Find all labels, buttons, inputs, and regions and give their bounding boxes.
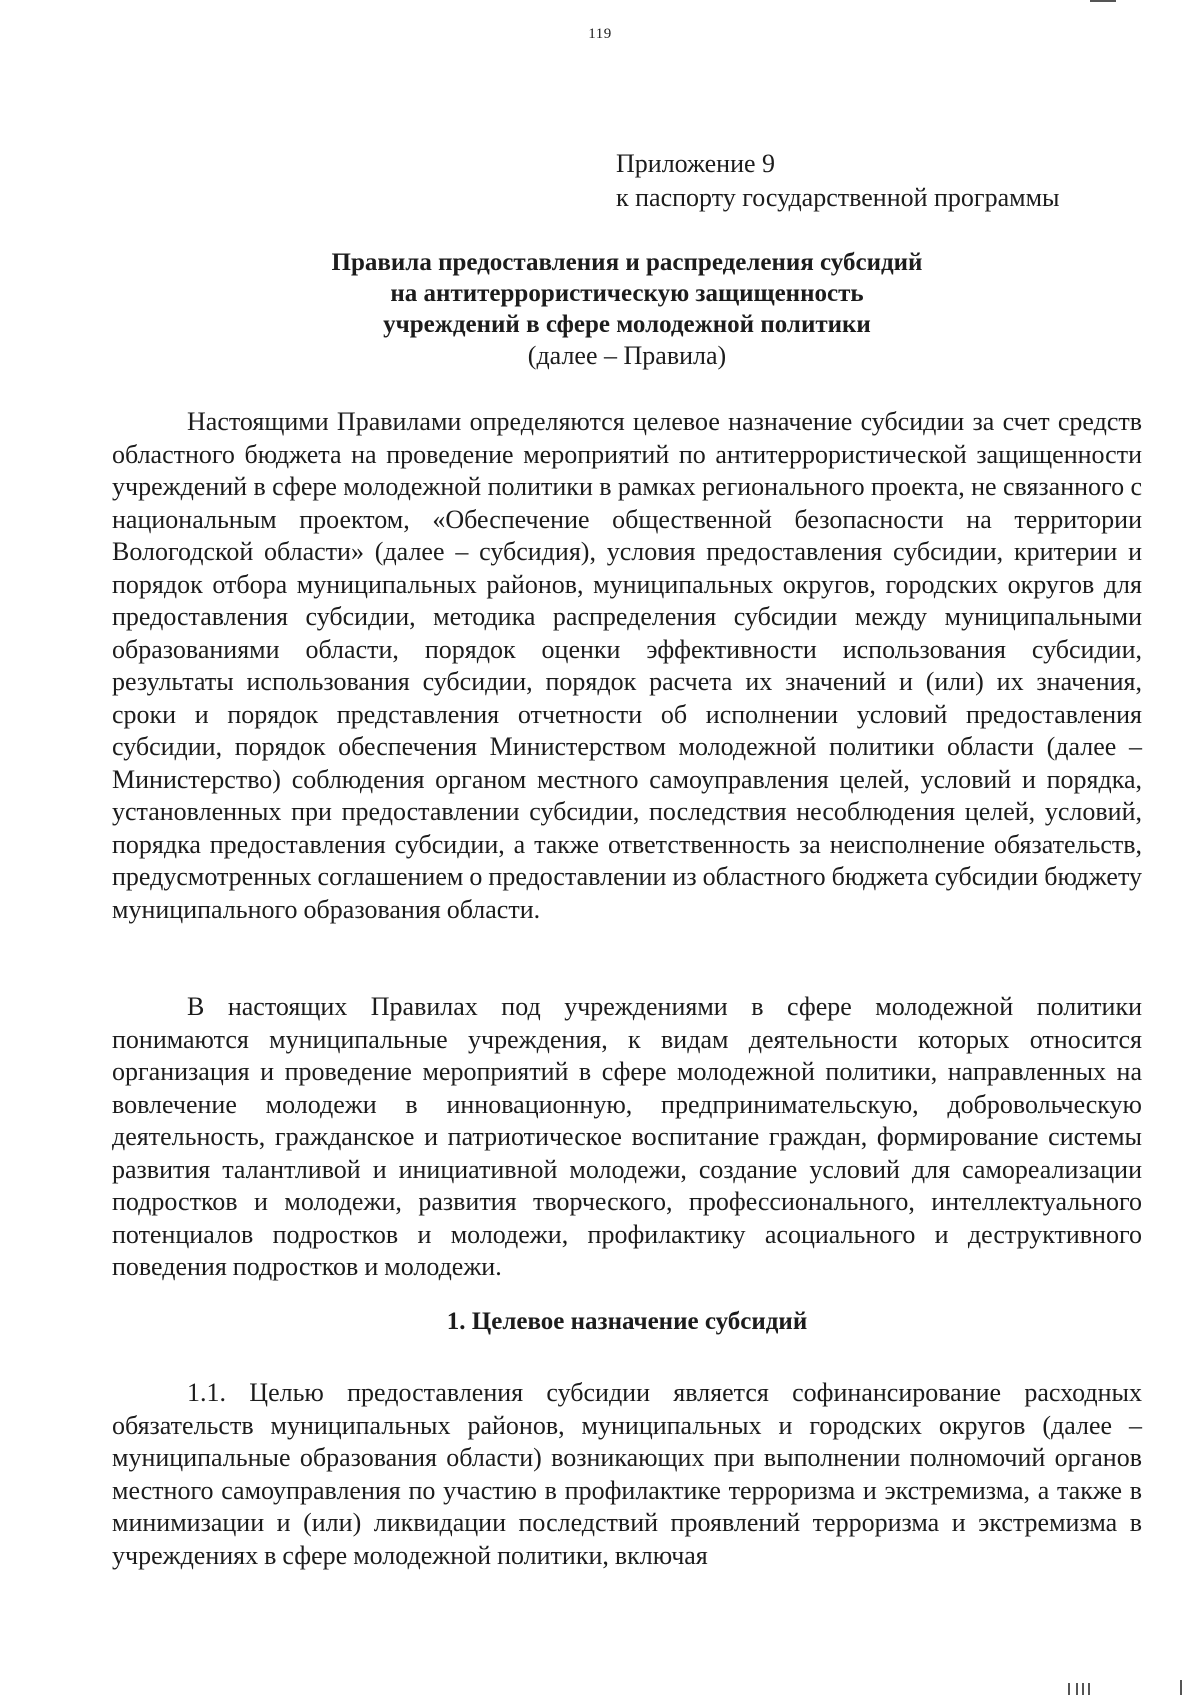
scan-edge-mark-bottom-4 [1088, 1683, 1090, 1695]
paragraph: Настоящими Правилами определяются целевое назначение субсидии за счет средств областного бюджета на проведение мероприятий по антитеррористической защищенности учреждений в сфере молодежной политики в рамках регионального проекта, не связанного с национальным проектом, «Обеспечение общественной безопасности на территории Вологодской области» (далее – субсидия), условия предоставления субсидии, критерии и порядок отбора муниципальных районов, муниципальных округов, городских округов для предоставления субсидии, методика распределения субсидии между муниципальными образованиями области, порядок оценки эффективности использования субсидии, результаты использования субсидии, порядок расчета их значений и (или) их значения, сроки и порядок представления отчетности об исполнении условий предоставления субсидии, порядок обеспечения Министерством молодежной политики области (далее – Министерство) соблюдения органом местного самоуправления целей, условий и порядка, установленных при предоставлении субсидии, последствия несоблюдения целей, условий, порядка предоставления субсидии, а также ответственность за неисполнение обязательств, предусмотренных соглашением о предоставлении из областного бюджета субсидии бюджету муниципального образования области. [112, 407, 1142, 924]
title-line-1: Правила предоставления и распределения субсидий [331, 249, 923, 276]
scan-edge-mark-bottom-3 [1082, 1683, 1084, 1695]
intro-paragraph-block [112, 406, 1142, 926]
definition-paragraph-block [112, 991, 1142, 1284]
section-1-paragraph-block [112, 1377, 1142, 1572]
appendix-line-1: Приложение 9 [616, 149, 776, 178]
title-line-4: (далее – Правила) [527, 341, 727, 370]
scan-edge-mark-top [1090, 0, 1116, 2]
title-line-3: учреждений в сфере молодежной политики [383, 311, 871, 338]
page-number: 119 [588, 26, 612, 42]
appendix-line-2: к паспорту государственной программы [616, 183, 1060, 212]
paragraph: 1.1. Целью предоставления субсидии является софинансирование расходных обязательств муниципальных районов, муниципальных и городских округов (далее – муниципальные образования области) возникающих при выполнении полномочий органов местного самоуправления по участию в профилактике терроризма и экстремизма, а также в минимизации и (или) ликвидации последствий проявлений терроризма и экстремизма в учреждениях в сфере молодежной политики, включая [112, 1378, 1142, 1570]
scan-edge-mark-bottom-5 [1180, 1680, 1182, 1695]
appendix-note [616, 147, 1060, 215]
document-title [112, 247, 1142, 371]
scan-edge-mark-bottom-1 [1068, 1683, 1070, 1695]
title-line-2: на антитеррористическую защищенность [390, 280, 864, 307]
section-heading: 1. Целевое назначение субсидий [446, 1308, 808, 1335]
paragraph: В настоящих Правилах под учреждениями в сфере молодежной политики понимаются муниципальные учреждения, к видам деятельности которых относится организация и проведение мероприятий в сфере молодежной политики, направленных на вовлечение молодежи в инновационную, предпринимательскую, добровольческую деятельность, гражданское и патриотическое воспитание граждан, формирование системы развития талантливой и инициативной молодежи, создание условий для самореализации подростков и молодежи, развития творческого, профессионального, интеллектуального потенциалов подростков и молодежи, профилактику асоциального и деструктивного поведения подростков и молодежи. [112, 992, 1142, 1281]
scan-edge-mark-bottom-2 [1076, 1683, 1078, 1695]
